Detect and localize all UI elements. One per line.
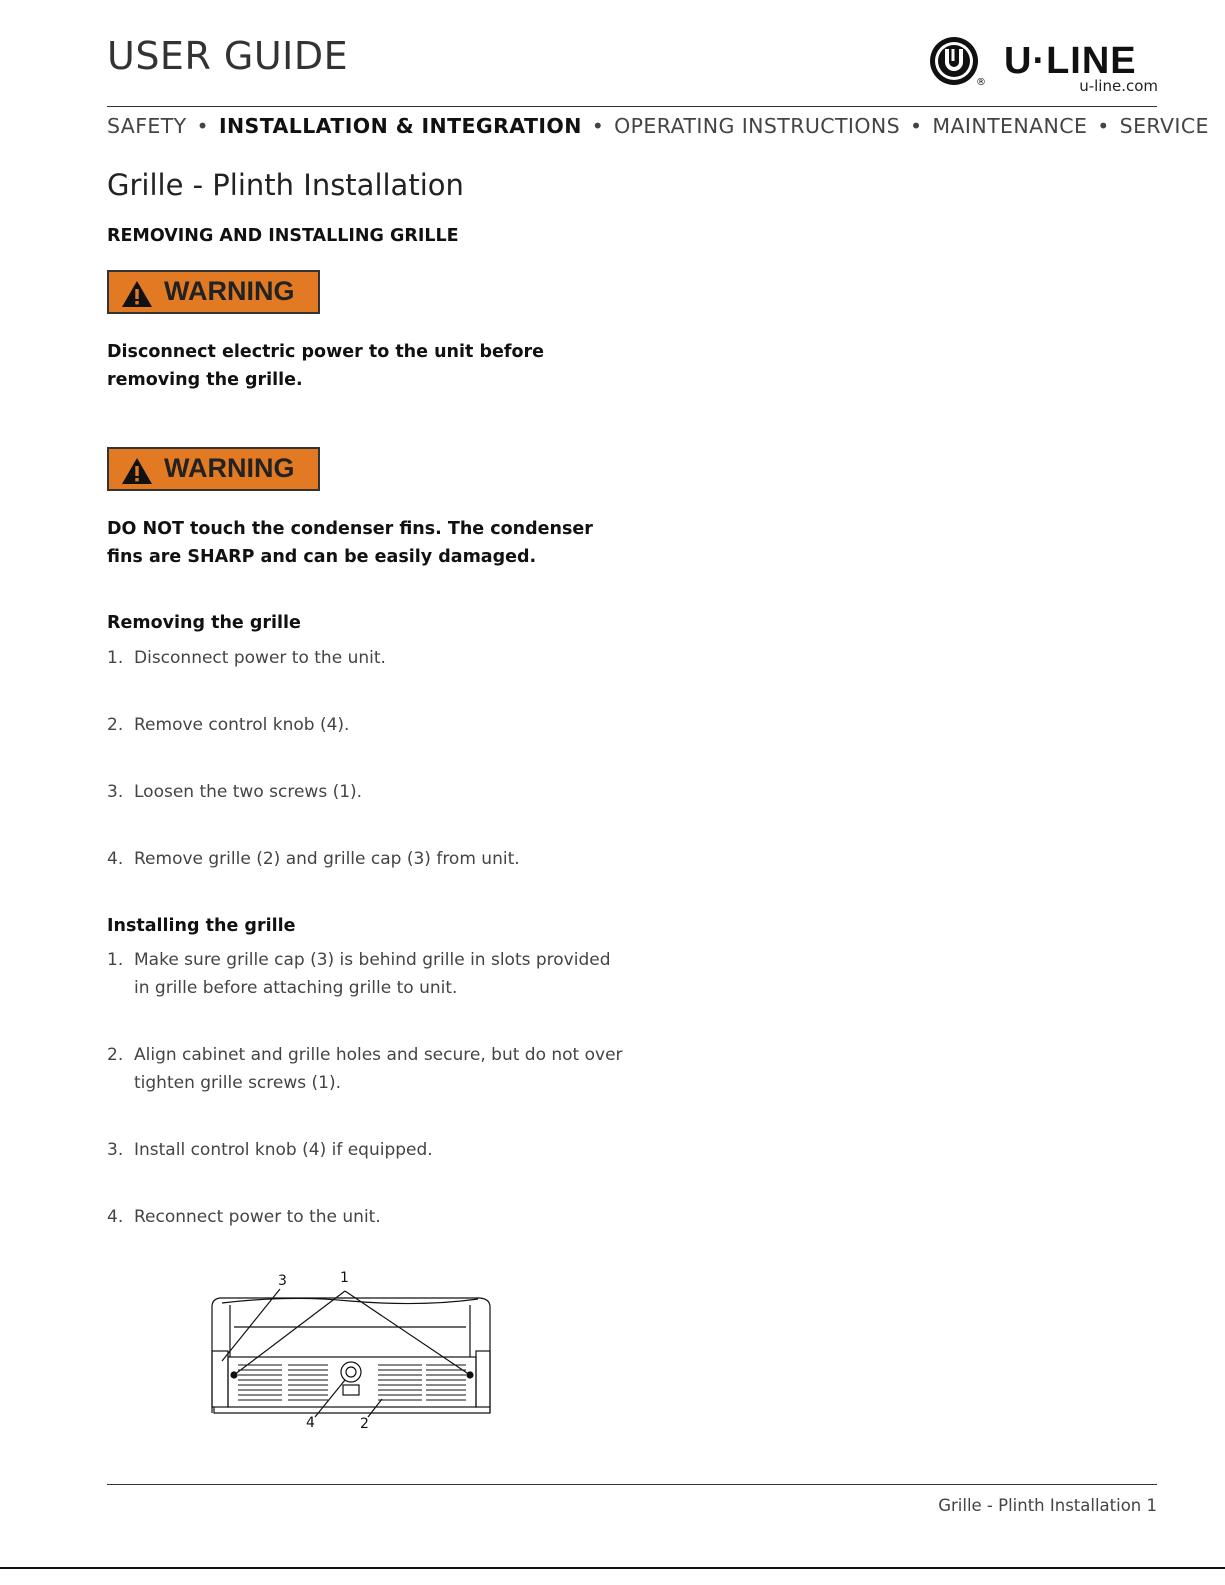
cabinet-inner-edge bbox=[230, 1305, 470, 1357]
callout-4: 4 bbox=[306, 1415, 315, 1431]
section-title: Grille - Plinth Installation bbox=[107, 168, 464, 202]
step-number: 2. bbox=[107, 715, 124, 735]
warning-label-1 bbox=[107, 270, 320, 314]
leader-2 bbox=[368, 1399, 382, 1417]
leader-4 bbox=[315, 1380, 345, 1417]
removing-step-4 bbox=[107, 845, 627, 873]
control-knob bbox=[341, 1362, 361, 1382]
warning-label-text: WARNING bbox=[164, 276, 295, 306]
warning-triangle-icon bbox=[121, 280, 153, 308]
callout-3: 3 bbox=[278, 1273, 287, 1289]
step-number: 1. bbox=[107, 950, 124, 970]
footer-divider bbox=[107, 1484, 1157, 1485]
step-text: Remove grille (2) and grille cap (3) from unit. bbox=[134, 849, 520, 869]
step-number: 3. bbox=[107, 782, 124, 802]
section-nav bbox=[107, 114, 1209, 138]
warning-label-2 bbox=[107, 447, 320, 491]
step-number: 4. bbox=[107, 849, 124, 869]
nav-item-service: SERVICE bbox=[1119, 114, 1209, 138]
installing-step-2 bbox=[107, 1041, 627, 1097]
nav-separator: • bbox=[909, 114, 923, 138]
cabinet-top-edge bbox=[222, 1298, 478, 1303]
step-text: Disconnect power to the unit. bbox=[134, 648, 386, 668]
warning-text-2: DO NOT touch the condenser fins. The condenser fins are SHARP and can be easily damaged. bbox=[107, 519, 593, 567]
nav-item-safety: SAFETY bbox=[107, 114, 187, 138]
callout-1: 1 bbox=[340, 1270, 349, 1286]
knob-plate bbox=[343, 1385, 359, 1395]
nav-separator: • bbox=[196, 114, 210, 138]
removing-step-2 bbox=[107, 711, 627, 739]
step-number: 4. bbox=[107, 1207, 124, 1227]
step-text: Install control knob (4) if equipped. bbox=[134, 1140, 433, 1160]
callout-2: 2 bbox=[360, 1416, 369, 1432]
removing-heading: Removing the grille bbox=[107, 613, 301, 633]
brand-url: u-line.com bbox=[1079, 77, 1158, 95]
header-divider bbox=[107, 106, 1157, 107]
step-number: 1. bbox=[107, 648, 124, 668]
u-line-logo bbox=[928, 34, 1162, 98]
step-text: Align cabinet and grille holes and secure, but do not over tighten grille screws (1). bbox=[134, 1045, 623, 1093]
installing-heading: Installing the grille bbox=[107, 916, 296, 936]
warning-text-1: Disconnect electric power to the unit before removing the grille. bbox=[107, 342, 545, 390]
registered-mark: ® bbox=[976, 77, 986, 88]
step-number: 3. bbox=[107, 1140, 124, 1160]
grille-diagram bbox=[200, 1265, 500, 1440]
warning-label-text: WARNING bbox=[164, 453, 295, 483]
warning-triangle-icon bbox=[121, 457, 153, 485]
base bbox=[214, 1407, 490, 1413]
page-footer: Grille - Plinth Installation 1 bbox=[938, 1496, 1157, 1515]
page-bottom-border bbox=[0, 1567, 1225, 1569]
left-bracket bbox=[212, 1351, 228, 1407]
nav-separator: • bbox=[1097, 114, 1110, 138]
nav-item-installation-active: INSTALLATION & INTEGRATION bbox=[218, 114, 582, 138]
subheading: REMOVING AND INSTALLING GRILLE bbox=[107, 226, 459, 246]
nav-item-maintenance: MAINTENANCE bbox=[932, 114, 1088, 138]
step-text: Reconnect power to the unit. bbox=[134, 1207, 381, 1227]
removing-step-3 bbox=[107, 778, 627, 806]
installing-step-4 bbox=[107, 1203, 627, 1231]
installing-step-1 bbox=[107, 946, 627, 1002]
step-text: Make sure grille cap (3) is behind grille in slots provided in grille before attaching grille to unit. bbox=[134, 950, 611, 998]
nav-item-operating: OPERATING INSTRUCTIONS bbox=[614, 114, 901, 138]
right-bracket bbox=[476, 1351, 490, 1407]
installing-step-3 bbox=[107, 1136, 627, 1164]
brand-name: U·LINE bbox=[1004, 40, 1137, 82]
step-text: Remove control knob (4). bbox=[134, 715, 350, 735]
step-text: Loosen the two screws (1). bbox=[134, 782, 363, 802]
cabinet-outline bbox=[212, 1298, 490, 1413]
removing-step-1 bbox=[107, 644, 627, 672]
document-title: USER GUIDE bbox=[107, 34, 349, 78]
step-number: 2. bbox=[107, 1045, 124, 1065]
nav-separator: • bbox=[591, 114, 605, 138]
